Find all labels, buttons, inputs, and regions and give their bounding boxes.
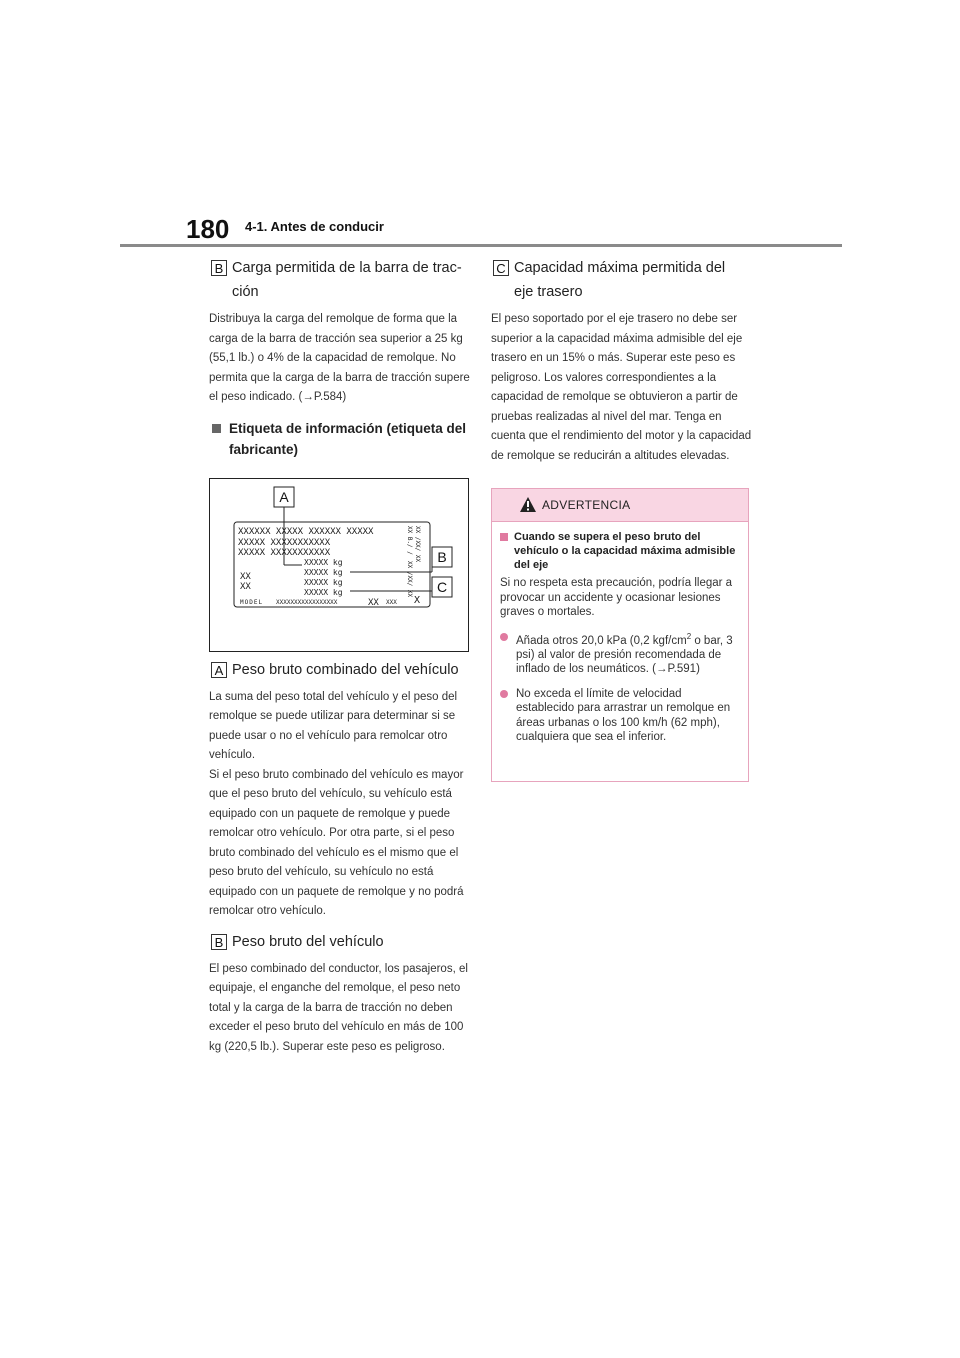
label-row-5: XXXXX kg <box>304 567 343 577</box>
label-model-xx: XX <box>368 597 379 608</box>
callout-a: A <box>279 488 289 505</box>
left-column <box>209 256 471 1057</box>
label-side-x: X <box>414 594 421 606</box>
heading-a-text: Peso bruto combinado del vehículo <box>232 661 459 678</box>
pink-dot-bullet-icon <box>500 690 508 698</box>
bullet-1-sup: 2 <box>686 631 692 641</box>
warning-triangle-icon <box>520 497 536 512</box>
heading-b2-text: Peso bruto del vehículo <box>232 933 384 950</box>
letter-box-a: A <box>211 662 227 678</box>
heading-c-line2: eje trasero <box>514 284 583 300</box>
warning-subheading-text: Cuando se supera el peso bruto del vehículo o la capacidad máxima admisible del eje <box>514 531 736 571</box>
callout-b: B <box>437 548 447 565</box>
warning-box <box>491 488 749 782</box>
label-row-6: XXXXX kg <box>304 577 343 587</box>
warning-subheading <box>500 530 740 572</box>
label-model: MODEL <box>240 598 264 606</box>
drawbar-paragraph: Distribuya la carga del remolque de forma que la carga de la barra de tracción sea superior a 25 kg (55,1 lb.) o 4% de la capacidad de remolque. No permita que la carga de la barra de tracción supere el peso indicado. (→P.584) <box>209 313 470 403</box>
warning-text: Si no respeta esta precaución, podría llegar a provocar un accidente y ocasionar lesiones graves o mortales. <box>500 577 733 618</box>
bullet-1-text-a: Añada otros 20,0 kPa (0,2 kgf/cm <box>516 634 687 647</box>
bullet-1-text-b: o bar, 3 psi) al valor de presión recomendada de inflado de los neumáticos. (→P.591) <box>516 634 733 676</box>
label-side-bottom: XX /XX/ XX <box>406 560 413 597</box>
heading-a-gcwr <box>209 658 471 682</box>
page-number: 180 <box>186 214 230 244</box>
warning-title: ADVERTENCIA <box>542 498 631 512</box>
heading-b-drawbar <box>209 256 471 304</box>
label-side-mid: XX /XX/ XX <box>414 525 421 562</box>
label-side-top: XX B./ / <box>406 525 413 555</box>
warning-bullet-2 <box>500 687 740 745</box>
label-row-2: XXXXX XXXXXXXXXXX <box>238 537 331 548</box>
heading-c-axle <box>491 256 753 304</box>
letter-box-b2: B <box>211 934 227 950</box>
gcwr-paragraph-1: La suma del peso total del vehículo y el peso del remolque se puede utilizar para determinar si se puede usar o no el vehículo para remolcar otro vehículo. <box>209 690 458 761</box>
warning-header <box>492 489 748 522</box>
pink-dot-bullet-icon <box>500 633 508 641</box>
header-rule <box>120 244 842 247</box>
label-diagram <box>210 479 468 651</box>
warning-bullet-1 <box>500 630 740 677</box>
label-row-4: XXXXX kg <box>304 557 343 567</box>
heading-line2: ción <box>232 284 259 300</box>
axle-paragraph: El peso soportado por el eje trasero no debe ser superior a la capacidad máxima admisible del eje trasero en un 15% o más. Superar este peso es peligroso. Los valores correspondientes a la capacidad de remolque se obtuvieron a partir de pruebas realizadas al nivel del mar. Tenga en cuenta que el rendimiento del motor y la capacidad de remolque se reducirán a altitudes elevadas. <box>491 313 752 462</box>
square-bullet-icon <box>212 424 221 433</box>
gvwr-paragraph: El peso combinado del conductor, los pasajeros, el equipaje, el enganche del remolque, el peso neto total y la carga de la barra de tracción no deben exceder el peso bruto del vehículo en más de 100 kg (220,5 lb.). Superar este peso es peligroso. <box>209 962 468 1053</box>
label-model-tail: XXX <box>386 598 397 606</box>
label-row-3: XXXXX XXXXXXXXXXX <box>238 547 331 558</box>
bullet-2-text: No exceda el límite de velocidad establecido para arrastrar un remolque en áreas urbanas o los 100 km/h (62 mph), cualquiera que sea el inferior. <box>516 687 731 744</box>
label-xx-top: XX <box>240 571 251 582</box>
callout-c: C <box>436 578 448 595</box>
section-title: 4-1. Antes de conducir <box>245 219 384 234</box>
heading-line1: Carga permitida de la barra de trac- <box>232 260 462 276</box>
pink-square-bullet-icon <box>500 533 508 541</box>
heading-b-gvwr <box>209 930 471 954</box>
label-row-7: XXXXX kg <box>304 587 343 597</box>
letter-box-c: C <box>493 260 509 276</box>
label-figure <box>209 478 469 652</box>
label-heading <box>209 418 471 460</box>
heading-c-line1: Capacidad máxima permitida del <box>514 260 726 276</box>
right-column <box>491 256 753 466</box>
label-row-1: XXXXXX XXXXX XXXXXX XXXXX <box>238 526 374 537</box>
warning-body <box>492 522 748 745</box>
label-xx-bottom: XX <box>240 581 251 592</box>
gcwr-paragraph-2: Si el peso bruto combinado del vehículo es mayor que el peso bruto del vehículo, su vehículo está equipado con un paquete de remolque y puede remolcar otro vehículo. Por otra parte, si el peso bruto combinado del vehículo es el mismo que el peso bruto del vehículo, su vehículo no está equipado con un paquete de remolque y no podrá remolcar otro vehículo. <box>209 768 464 917</box>
label-model-value: XXXXXXXXXXXXXXXXX <box>276 598 338 606</box>
letter-box-b: B <box>211 260 227 276</box>
label-heading-text: Etiqueta de información (etiqueta del fabricante) <box>229 420 467 457</box>
